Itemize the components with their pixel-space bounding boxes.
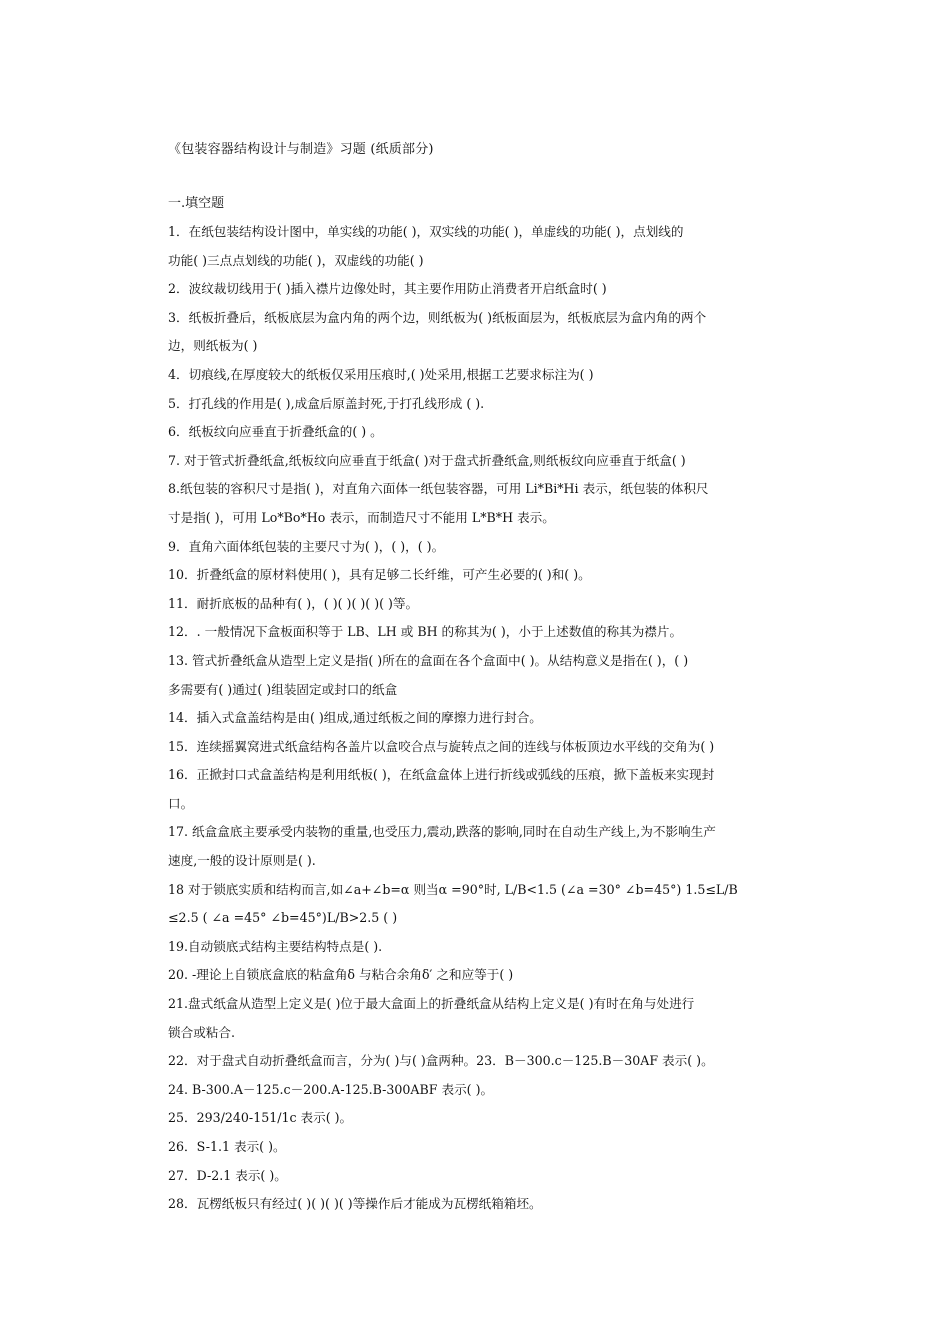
question-line: 16．正掀封口式盒盖结构是利用纸板( )，在纸盒盒体上进行折线或弧线的压痕，掀下盖板来实现封 <box>168 767 715 783</box>
question-line: 27．D-2.1 表示( )。 <box>168 1167 287 1183</box>
question-line: 26．S-1.1 表示( )。 <box>168 1139 286 1154</box>
question-line: 19.自动锁底式结构主要结构特点是( ). <box>168 938 383 954</box>
question-line: 25．293/240-151/1c 表示( )。 <box>168 1110 353 1126</box>
question-list <box>168 218 784 1219</box>
question-line: 边，则纸板为( ) <box>168 338 258 354</box>
question-line: 24. B-300.A－125.c－200.A-125.B-300ABF 表示( )。 <box>168 1081 494 1097</box>
question-line: 13. 管式折叠纸盒从造型上定义是指( )所在的盒面在各个盒面中( )。从结构意义是指在( )，( ) <box>168 652 689 668</box>
question-line: 7. 对于管式折叠纸盒,纸板纹向应垂直于纸盒( )对于盘式折叠纸盒,则纸板纹向应垂直于纸盒( ) <box>168 452 686 468</box>
question-line: 口。 <box>168 795 194 811</box>
question-line: 10．折叠纸盒的原材料使用( )，具有足够二长纤维，可产生必要的( )和( )。 <box>168 567 591 583</box>
question-line: 3．纸板折叠后，纸板底层为盒内角的两个边，则纸板为( )纸板面层为，纸板底层为盒内角的两个 <box>168 309 707 325</box>
question-line: 锁合或粘合. <box>168 1024 235 1040</box>
question-line: 22．对于盘式自动折叠纸盒而言，分为( )与( )盒两种。23．B－300.c－125.B－30AF 表示( )。 <box>168 1053 714 1069</box>
question-line: 1．在纸包装结构设计图中，单实线的功能( )，双实线的功能( )，单虚线的功能( )，点划线的 <box>168 224 684 239</box>
question-line: 28．瓦楞纸板只有经过( )( )( )( )等操作后才能成为瓦楞纸箱箱坯。 <box>168 1196 542 1212</box>
question-line: 12．. 一般情况下盒板面积等于 LB、LH 或 BH 的称其为( )，小于上述数值的称其为襟片。 <box>168 624 683 640</box>
question-line: 寸是指( )，可用 Lo*Bo*Ho 表示，而制造尺寸不能用 L*B*H 表示。 <box>168 509 555 525</box>
question-line: 21.盘式纸盒从造型上定义是( )位于最大盒面上的折叠纸盒从结构上定义是( )有时在角与处进行 <box>168 996 695 1012</box>
question-line: 9．直角六面体纸包装的主要尺寸为( )，( )，( )。 <box>168 538 445 554</box>
question-line: 功能( )三点点划线的功能( )，双虚线的功能( ) <box>168 252 424 268</box>
question-line: 5．打孔线的作用是( ),成盒后原盖封死,于打孔线形成 ( ). <box>168 395 485 411</box>
question-line: 11．耐折底板的品种有( )，( )( )( )( )( )等。 <box>168 595 419 611</box>
question-line: 17. 纸盒盒底主要承受内装物的重量,也受压力,震动,跌落的影响,同时在自动生产线上,为不影响生产 <box>168 824 716 840</box>
question-line: 多需要有( )通过( )组装固定或封口的纸盒 <box>168 681 398 697</box>
question-line: 14．插入式盒盖结构是由( )组成,通过纸板之间的摩擦力进行封合。 <box>168 710 542 726</box>
question-line: 20. -理论上自锁底盒底的粘盒角δ 与粘合余角δ′ 之和应等于( ) <box>168 967 514 983</box>
question-line: 15．连续摇翼窝进式纸盒结构各盖片以盒咬合点与旋转点之间的连线与体板顶边水平线的交角为( ) <box>168 738 715 754</box>
question-line: 6．纸板纹向应垂直于折叠纸盒的( ) 。 <box>168 424 383 440</box>
question-line: 2．波纹裁切线用于( )插入襟片边像处时，其主要作用防止消费者开启纸盒时( ) <box>168 281 607 297</box>
question-line: 4．切痕线,在厚度较大的纸板仅采用压痕时,( )处采用,根据工艺要求标注为( ) <box>168 366 594 382</box>
question-line: ≤2.5 ( ∠a =45° ∠b=45°)L/B>2.5 ( ) <box>168 910 398 926</box>
question-line: 速度,一般的设计原则是( ). <box>168 853 316 869</box>
question-line: 18 对于锁底实质和结构而言,如∠a+∠b=α 则当α =90°时, L/B<1.5 (∠a =30° ∠b=45°) 1.5≤L/B <box>168 881 738 897</box>
section-heading: 一.填空题 <box>168 196 225 211</box>
document-title: 《包装容器结构设计与制造》习题 (纸质部分) <box>168 142 434 157</box>
question-line: 8.纸包装的容积尺寸是指( )，对直角六面体一纸包装容器，可用 Li*Bi*Hi 表示，纸包装的体积尺 <box>168 481 709 497</box>
